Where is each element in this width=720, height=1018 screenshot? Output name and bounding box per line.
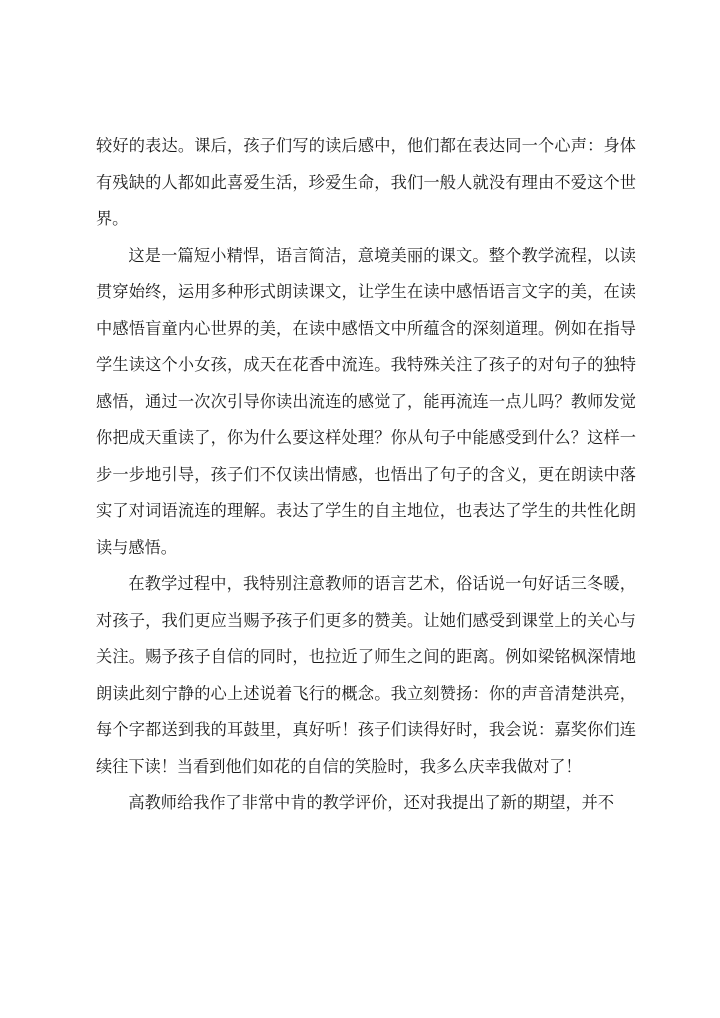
body-text	[96, 128, 636, 822]
paragraph-1: 较好的表达。课后，孩子们写的读后感中，他们都在表达同一个心声：身体有残缺的人都如此喜爱生活，珍爱生命，我们一般人就没有理由不爱这个世界。	[96, 136, 636, 228]
paragraph-3: 在教学过程中，我特别注意教师的语言艺术，俗话说一句好话三冬暖，对孩子，我们更应当赐予孩子们更多的赞美。让她们感受到课堂上的关心与关注。赐予孩子自信的同时，也拉近了师生之间的距离。例如梁铭枫深情地朗读此刻宁静的心上述说着飞行的概念。我立刻赞扬：你的声音清楚洪亮，每个字都送到我的耳鼓里，真好听！孩子们读得好时，我会说：嘉奖你们连续往下读！当看到他们如花的自信的笑脸时，我多么庆幸我做对了！	[96, 574, 636, 776]
paragraph-4: 高教师给我作了非常中肯的教学评价，还对我提出了新的期望，并不	[128, 793, 615, 812]
paragraph-2: 这是一篇短小精悍，语言简洁，意境美丽的课文。整个教学流程，以读贯穿始终，运用多种形式朗读课文，让学生在读中感悟语言文字的美，在读中感悟盲童内心世界的美，在读中感悟文中所蕴含的深刻道理。例如在指导学生读这个小女孩，成天在花香中流连。我特殊关注了孩子的对句子的独特感悟，通过一次次引导你读出流连的感觉了，能再流连一点儿吗？教师发觉你把成天重读了，你为什么要这样处理？你从句子中能感受到什么？这样一步一步地引导，孩子们不仅读出情感，也悟出了句子的含义，更在朗读中落实了对词语流连的理解。表达了学生的自主地位，也表达了学生的共性化朗读与感悟。	[96, 245, 636, 557]
